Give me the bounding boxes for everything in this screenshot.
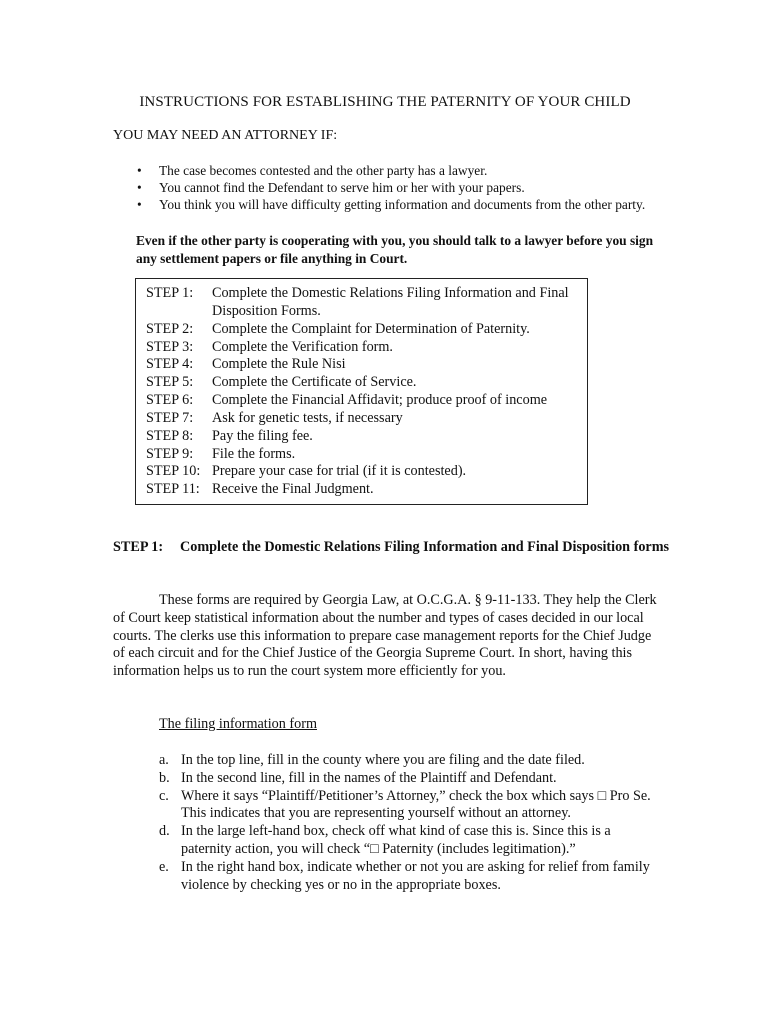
lawyer-warning: Even if the other party is cooperating with you, you should talk to a lawyer before you sign any settlement papers or file anything in Court. xyxy=(136,233,654,266)
filing-form-subheading: The filing information form xyxy=(159,716,317,732)
step-number: STEP 2: xyxy=(146,320,194,337)
bullet-icon: • xyxy=(137,197,142,212)
step-number: STEP 4: xyxy=(146,356,194,373)
step-item xyxy=(146,463,582,481)
step-text: Receive the Final Judgment. xyxy=(212,481,374,498)
step-text: Pay the filing fee. xyxy=(212,427,313,444)
section-paragraph: These forms are required by Georgia Law, at O.C.G.A. § 9-11-133. They help the Clerk of Court keep statistical information about the number and types of cases decided in our local courts. The clerks use this information to prepare case management reports for the Chief Judge of each circuit and for the Chief Justice of the Georgia Supreme Court. In short, having this information helps us to run the court system more efficiently for you. xyxy=(113,592,657,680)
step-text: Complete the Rule Nisi xyxy=(212,356,346,373)
step-number: STEP 10: xyxy=(146,463,201,480)
step-text: Complete the Domestic Relations Filing Information and Final Disposition Forms. xyxy=(212,285,569,319)
step-item xyxy=(146,374,582,392)
step-item xyxy=(146,446,582,464)
step-item xyxy=(146,428,582,446)
step-number: STEP 8: xyxy=(146,427,194,444)
step-text: Complete the Complaint for Determination of Paternity. xyxy=(212,320,530,337)
steps-box xyxy=(135,278,588,505)
step-number: STEP 9: xyxy=(146,445,194,462)
step-item xyxy=(146,339,582,357)
step-number: STEP 1: xyxy=(146,285,194,301)
bullet-text: You cannot find the Defendant to serve him or her with your papers. xyxy=(159,180,525,195)
list-item xyxy=(159,823,659,859)
step-text: File the forms. xyxy=(212,445,296,462)
step-text: Complete the Certificate of Service. xyxy=(212,374,417,391)
item-text: In the large left-hand box, check off what kind of case this is. Since this is a paternity action, you will check “□ Paternity (includes legitimation).” xyxy=(181,823,611,857)
item-label: d. xyxy=(159,823,170,840)
item-text: In the right hand box, indicate whether or not you are asking for relief from family violence by checking yes or no in the appropriate boxes. xyxy=(181,858,650,893)
item-label: a. xyxy=(159,752,169,768)
bullet-text: You think you will have difficulty getting information and documents from the other party. xyxy=(159,197,646,212)
item-label: b. xyxy=(159,769,170,786)
step-item xyxy=(146,356,582,374)
item-text: In the second line, fill in the names of the Plaintiff and Defendant. xyxy=(181,769,557,786)
step-item xyxy=(146,392,582,410)
step-number: STEP 5: xyxy=(146,374,194,391)
attorney-heading: YOU MAY NEED AN ATTORNEY IF: xyxy=(113,128,338,143)
section-step-number: STEP 1: xyxy=(113,539,164,555)
step-text: Complete the Financial Affidavit; produce proof of income xyxy=(212,392,548,409)
item-label: c. xyxy=(159,787,169,804)
step-number: STEP 3: xyxy=(146,338,194,355)
step-number: STEP 11: xyxy=(146,481,200,498)
list-item xyxy=(113,179,653,196)
bullet-icon: • xyxy=(137,180,142,195)
list-item xyxy=(159,859,659,895)
step-item xyxy=(146,321,582,339)
steps-list xyxy=(146,285,582,499)
list-item xyxy=(159,788,659,824)
list-item xyxy=(159,752,659,770)
bullet-icon: • xyxy=(137,163,142,178)
step-item xyxy=(146,481,582,499)
step-number: STEP 6: xyxy=(146,392,194,409)
step-text: Ask for genetic tests, if necessary xyxy=(212,409,403,426)
step-item xyxy=(146,285,582,321)
list-item xyxy=(113,162,653,179)
filing-instructions-list xyxy=(159,752,659,894)
item-text: Where it says “Plaintiff/Petitioner’s Attorney,” check the box which says □ Pro Se. This indicates that you are representing yourself without an attorney. xyxy=(181,787,651,822)
step-text: Complete the Verification form. xyxy=(212,338,393,355)
item-label: e. xyxy=(159,858,169,875)
section-heading-text: Complete the Domestic Relations Filing Information and Final Disposition forms xyxy=(180,539,670,555)
list-item xyxy=(159,770,659,788)
step-text: Prepare your case for trial (if it is contested). xyxy=(212,463,467,480)
page-title: INSTRUCTIONS FOR ESTABLISHING THE PATERNITY OF YOUR CHILD xyxy=(139,94,631,110)
section-heading xyxy=(113,538,673,556)
step-item xyxy=(146,410,582,428)
bullet-text: The case becomes contested and the other party has a lawyer. xyxy=(159,163,488,178)
step-number: STEP 7: xyxy=(146,409,194,426)
item-text: In the top line, fill in the county where you are filing and the date filed. xyxy=(181,752,585,768)
list-item xyxy=(113,196,653,213)
attorney-bullet-list xyxy=(113,162,653,213)
